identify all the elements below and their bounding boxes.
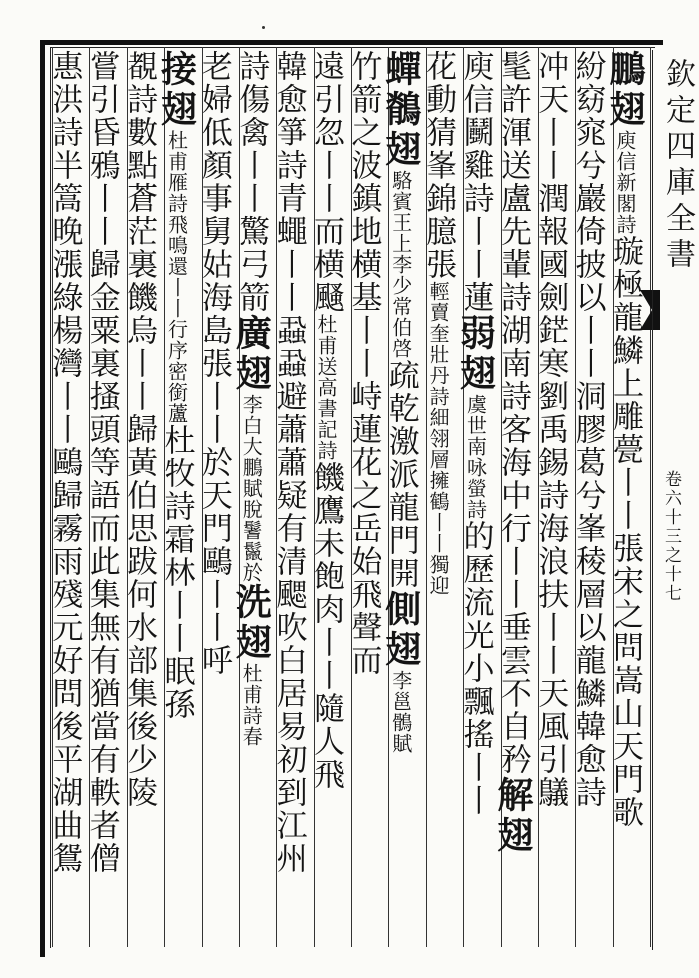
headword: 弱翅 bbox=[454, 314, 497, 394]
headword: 解翅 bbox=[491, 776, 534, 856]
source-note: 杜甫送高書記詩 bbox=[314, 314, 338, 461]
text-run: 杜牧詩霜林丨丨眠孫 bbox=[158, 424, 195, 721]
headword: 側翅 bbox=[379, 590, 422, 670]
text-column bbox=[569, 50, 610, 945]
text-run: 惠洪詩半篙晚漲綠楊灣丨丨鷗歸霧雨殘元好問後平湖曲鴛 bbox=[46, 50, 83, 875]
headword: 廣翅 bbox=[230, 314, 273, 394]
text-run: 疏乾激派龍門開 bbox=[382, 359, 419, 590]
text-run: 嘗引昏鴉丨丨歸金粟裏搔頭等語而此集無有猶當有軼者僧 bbox=[83, 50, 120, 875]
source-note: 杜甫詩春 bbox=[239, 663, 264, 747]
text-run: 璇極龍鱗上雕甍丨丨張宋之問嵩山天門歌 bbox=[607, 235, 643, 829]
text-column bbox=[454, 50, 498, 945]
text-run: 紛窈窕兮巖倚披以丨丨洞膠葛兮峯稜層以龍鱗韓愈詩 bbox=[569, 50, 606, 809]
headword: 鵬翅 bbox=[604, 50, 646, 130]
text-column bbox=[491, 50, 536, 945]
text-run: 韓愈箏詩青蠅丨丨蝨蝨避蕭蕭疑有清颸吹白居易初到江州 bbox=[270, 50, 307, 875]
text-run: 饑鷹未飽肉丨丨隨人飛 bbox=[308, 461, 344, 791]
text-run: 的歷流光小飄搖丨丨 bbox=[457, 520, 494, 817]
source-note: 李白大鵬賦脫鬐鬣於 bbox=[239, 394, 264, 583]
source-note: 庾信新閣詩 bbox=[613, 130, 637, 235]
text-column bbox=[308, 50, 349, 945]
text-run: 老婦低顏事舅姑 bbox=[195, 50, 232, 281]
text-run: 竹箭之波鎮地横基丨丨峙蓮花之岳 bbox=[345, 50, 382, 545]
text-column bbox=[379, 50, 423, 945]
column-rule bbox=[650, 47, 651, 947]
headword: 洗翅 bbox=[230, 583, 273, 663]
text-run: 庾信鬭雞詩丨丨蓮 bbox=[457, 50, 494, 314]
text-run: 始飛聲而 bbox=[345, 545, 382, 677]
text-column bbox=[532, 50, 573, 945]
ink-speck bbox=[262, 26, 265, 29]
text-column bbox=[121, 50, 162, 945]
text-run: 髦許渾送盧先輩詩湖南詩客海中行丨丨垂雲不自矜 bbox=[494, 50, 531, 776]
headword: 蟬鶺翅 bbox=[379, 50, 422, 170]
text-column bbox=[195, 50, 237, 945]
text-column bbox=[345, 50, 386, 945]
book-title: 欽定四庫全書 bbox=[660, 58, 695, 274]
text-column bbox=[270, 50, 311, 945]
text-run: 冲天丨丨潤報國劍鋩寒劉禹錫詩海浪扶丨丨天風引鸃 bbox=[532, 50, 569, 809]
text-run: 遠引忽丨丨而横颾 bbox=[308, 50, 344, 314]
margin-sidebar bbox=[652, 50, 695, 950]
text-column bbox=[46, 50, 87, 945]
text-run: 海島張丨丨於天門 bbox=[195, 281, 232, 545]
source-note: 輕賣奎壯丹詩細翎層擁鶴丨丨獨迎 bbox=[426, 281, 451, 596]
source-note: 杜甫雁詩飛鳴還丨丨行序密銜蘆 bbox=[164, 130, 189, 424]
text-column bbox=[420, 50, 461, 945]
text-column bbox=[230, 50, 274, 945]
source-note: 虞世南咏螢詩 bbox=[463, 394, 488, 520]
text-column bbox=[604, 50, 648, 945]
volume-label: 卷六十三之十七 bbox=[661, 470, 681, 603]
text-run: 花動猜峯錦臆張 bbox=[420, 50, 457, 281]
source-note: 李邕鶻賦 bbox=[388, 670, 413, 754]
source-note: 駱賓王上李少常伯啓 bbox=[388, 170, 413, 359]
text-column bbox=[83, 50, 124, 945]
text-run: 鷗丨丨呼 bbox=[195, 545, 232, 677]
text-column bbox=[155, 50, 199, 945]
headword: 接翅 bbox=[155, 50, 198, 130]
text-run: 覩詩數點蒼茫裏饑烏丨丨歸黃伯思跋何水部集後少陵 bbox=[121, 50, 158, 809]
text-run: 詩傷禽丨丨驚弓箭 bbox=[233, 50, 270, 314]
